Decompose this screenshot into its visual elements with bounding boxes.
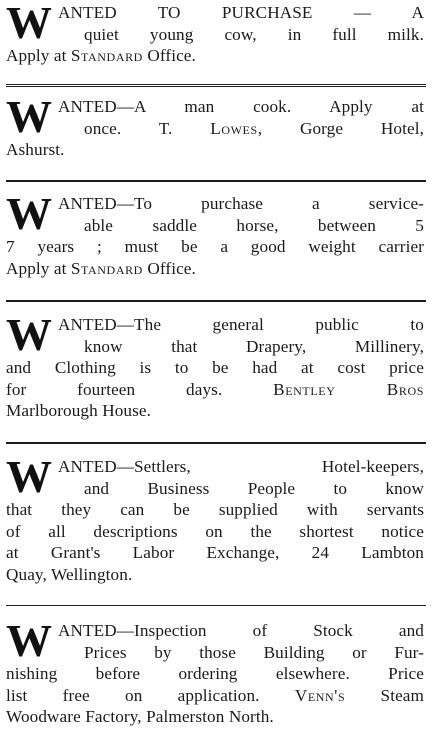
ad-line: Ashurst.	[6, 140, 65, 159]
ad-line: that they can be supplied with servants	[6, 500, 424, 519]
ad-line	[6, 45, 424, 67]
ad-line: and Business People to know	[84, 478, 424, 498]
ad-line: ANTED—A man cook. Apply at	[58, 97, 424, 116]
column-rule	[6, 605, 426, 606]
ad-name: Lowes	[210, 118, 258, 138]
ad-line: of all descriptions on the shortest notice	[6, 521, 424, 541]
wanted-ad-horse	[6, 188, 424, 279]
column-rule	[6, 84, 426, 89]
column-rule	[6, 442, 426, 444]
ad-line: ANTED TO PURCHASE — A	[58, 3, 424, 22]
ad-line: ANTED—To purchase a service-	[58, 194, 424, 213]
drop-cap: W	[6, 0, 50, 48]
ad-line: able saddle horse, between 5	[84, 215, 424, 235]
ad-text: for fourteen days.	[6, 379, 223, 399]
wanted-ad-woodware	[6, 615, 424, 728]
ad-text: once. T.	[84, 118, 173, 138]
ad-line: and Clothing is to be had at cost price	[6, 358, 424, 377]
ad-text: list free on application.	[6, 685, 260, 705]
drop-cap: W	[6, 309, 50, 360]
ad-name: Standard	[70, 46, 143, 65]
ad-line: 7 years ; must be a good weight carrier	[6, 237, 424, 256]
ad-text: Office.	[147, 46, 196, 65]
ad-line: quiet young cow, in full milk.	[84, 24, 424, 44]
ad-line: Woodware Factory, Palmerston North.	[6, 707, 274, 726]
ad-line: Quay, Wellington.	[6, 564, 133, 584]
drop-cap: W	[6, 615, 50, 666]
ad-line: nishing before ordering elsewhere. Price	[6, 664, 424, 683]
ad-name: Standard	[70, 258, 143, 278]
ad-text: Steam	[380, 685, 424, 705]
wanted-ad-cow	[6, 2, 424, 67]
ad-text: Apply at	[6, 258, 67, 278]
ad-line: Marlborough House.	[6, 401, 152, 420]
wanted-ad-drapery	[6, 309, 424, 422]
ad-text: Apply at	[6, 46, 67, 65]
ad-text: , Gorge Hotel,	[257, 118, 424, 138]
drop-cap: W	[6, 188, 50, 239]
ad-line: Prices by those Building or Fur-	[84, 642, 424, 662]
ad-line: know that Drapery, Millinery,	[84, 336, 424, 356]
ad-name: Bentley Bros	[273, 379, 424, 399]
ad-line	[6, 118, 424, 140]
column-rule	[6, 300, 426, 302]
ad-line: ANTED—The general public to	[58, 315, 424, 334]
ad-line	[6, 258, 424, 280]
ad-line: at Grant's Labor Exchange, 24 Lambton	[6, 543, 424, 562]
ad-name: Venn's	[294, 685, 346, 705]
wanted-ad-labor-exchange	[6, 451, 424, 585]
drop-cap: W	[6, 451, 50, 502]
ad-line	[6, 379, 424, 401]
drop-cap: W	[6, 91, 50, 142]
column-rule	[6, 180, 426, 182]
ad-line	[6, 685, 424, 707]
ad-line: ANTED—Settlers, Hotel-keepers,	[58, 457, 424, 476]
ad-text: Office.	[147, 258, 196, 278]
ad-line: ANTED—Inspection of Stock and	[58, 621, 424, 640]
wanted-ad-cook	[6, 91, 424, 161]
